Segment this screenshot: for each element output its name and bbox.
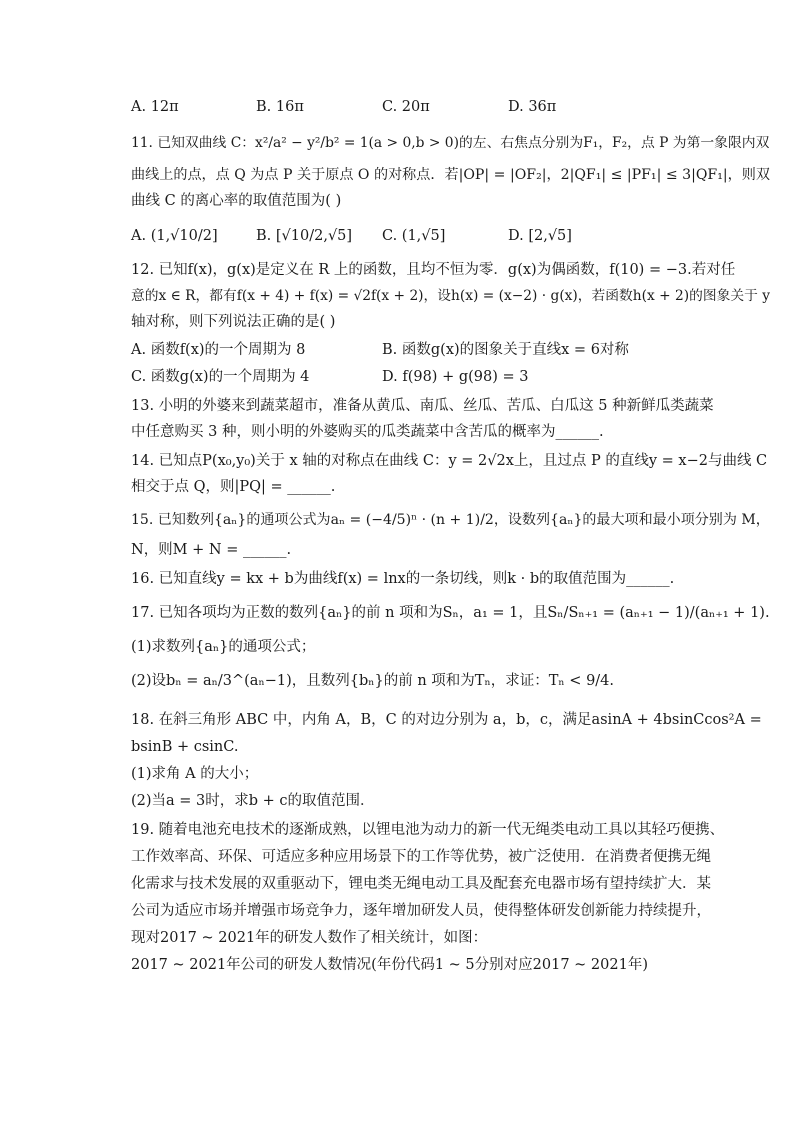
q18-line-2: bsinB + csinC.: [131, 739, 239, 755]
q12-option-c: C. 函数g(x)的一个周期为 4: [131, 369, 310, 385]
q11-option-c: C. (1,√5]: [382, 228, 446, 244]
q15-line-1: 15. 已知数列{aₙ}的通项公式为aₙ = (−4/5)ⁿ · (n + 1)/2，设数列{aₙ}的最大项和最小项分别为 M，: [131, 512, 770, 528]
q18-line-3: (1)求角 A 的大小；: [131, 766, 259, 782]
q13-line-1: 13. 小明的外婆来到蔬菜超市，准备从黄瓜、南瓜、丝瓜、苦瓜、白瓜这 5 种新鲜瓜类蔬菜: [131, 398, 714, 414]
q19-line-3: 化需求与技术发展的双重驱动下，锂电类无绳电动工具及配套充电器市场有望持续扩大．某: [131, 876, 711, 892]
q18-line-4: (2)当a = 3时，求b + c的取值范围．: [131, 793, 375, 809]
q11-line-3: 曲线 C 的离心率的取值范围为( ): [131, 193, 342, 209]
q10-option-a: A. 12π: [131, 99, 179, 115]
q12-option-b: B. 函数g(x)的图象关于直线x = 6对称: [382, 342, 629, 358]
q10-option-c: C. 20π: [382, 99, 430, 115]
q19-line-4: 公司为适应市场并增强市场竞争力，逐年增加研发人员，使得整体研发创新能力持续提升，: [131, 903, 711, 919]
q18-line-1: 18. 在斜三角形 ABC 中，内角 A，B，C 的对边分别为 a，b，c，满足asinA + 4bsinCcos²A =: [131, 712, 762, 728]
q11-option-a: A. (1,√10/2]: [131, 228, 218, 244]
q19-line-2: 工作效率高、环保、可适应多种应用场景下的工作等优势，被广泛使用．在消费者便携无绳: [131, 849, 711, 865]
q12-option-d: D. f(98) + g(98) = 3: [382, 369, 529, 385]
q12-option-a: A. 函数f(x)的一个周期为 8: [131, 342, 306, 358]
q19-line-5: 现对2017 ~ 2021年的研发人数作了相关统计，如图：: [131, 930, 488, 946]
q11-line-1: 11. 已知双曲线 C：x²/a² − y²/b² = 1(a > 0,b > 0)的左、右焦点分别为F₁，F₂，点 P 为第一象限内双: [131, 135, 770, 151]
q17-line-1: 17. 已知各项均为正数的数列{aₙ}的前 n 项和为Sₙ，a₁ = 1，且Sₙ/Sₙ₊₁ = (aₙ₊₁ − 1)/(aₙ₊₁ + 1).: [131, 605, 770, 621]
q11-option-b: B. [√10/2,√5]: [256, 228, 353, 244]
q16-line-1: 16. 已知直线y = kx + b为曲线f(x) = lnx的一条切线，则k · b的取值范围为______.: [131, 571, 675, 587]
q19-line-6: 2017 ~ 2021年公司的研发人数情况(年份代码1 ~ 5分别对应2017 ~ 2021年): [131, 957, 648, 973]
q17-line-3: (2)设bₙ = aₙ/3^(aₙ−1)，且数列{bₙ}的前 n 项和为Tₙ，求证：Tₙ < 9/4.: [131, 673, 615, 689]
q12-line-1: 12. 已知f(x)，g(x)是定义在 R 上的函数，且均不恒为零．g(x)为偶函数，f(10) = −3.若对任: [131, 262, 736, 278]
q12-line-2: 意的x ∈ R，都有f(x + 4) + f(x) = √2f(x + 2)，设h(x) = (x−2) · g(x)，若函数h(x + 2)的图象关于 y: [131, 288, 771, 304]
q11-option-d: D. [2,√5]: [508, 228, 572, 244]
q14-line-1: 14. 已知点P(x₀,y₀)关于 x 轴的对称点在曲线 C：y = 2√2x上，且过点 P 的直线y = x−2与曲线 C: [131, 453, 768, 469]
q14-line-2: 相交于点 Q，则|PQ| = ______.: [131, 479, 336, 495]
q15-line-2: N，则M + N = ______.: [131, 542, 292, 558]
q11-line-2: 曲线上的点，点 Q 为点 P 关于原点 O 的对称点．若|OP| = |OF₂|，2|QF₁| ≤ |PF₁| ≤ 3|QF₁|，则双: [131, 167, 770, 183]
q12-line-3: 轴对称，则下列说法正确的是( ): [131, 314, 336, 330]
q10-option-b: B. 16π: [256, 99, 304, 115]
q13-line-2: 中任意购买 3 种，则小明的外婆购买的瓜类蔬菜中含苦瓜的概率为______.: [131, 424, 604, 440]
q10-option-d: D. 36π: [508, 99, 557, 115]
q17-line-2: (1)求数列{aₙ}的通项公式；: [131, 639, 316, 655]
q19-line-1: 19. 随着电池充电技术的逐渐成熟，以锂电池为动力的新一代无绳类电动工具以其轻巧便携、: [131, 822, 725, 838]
